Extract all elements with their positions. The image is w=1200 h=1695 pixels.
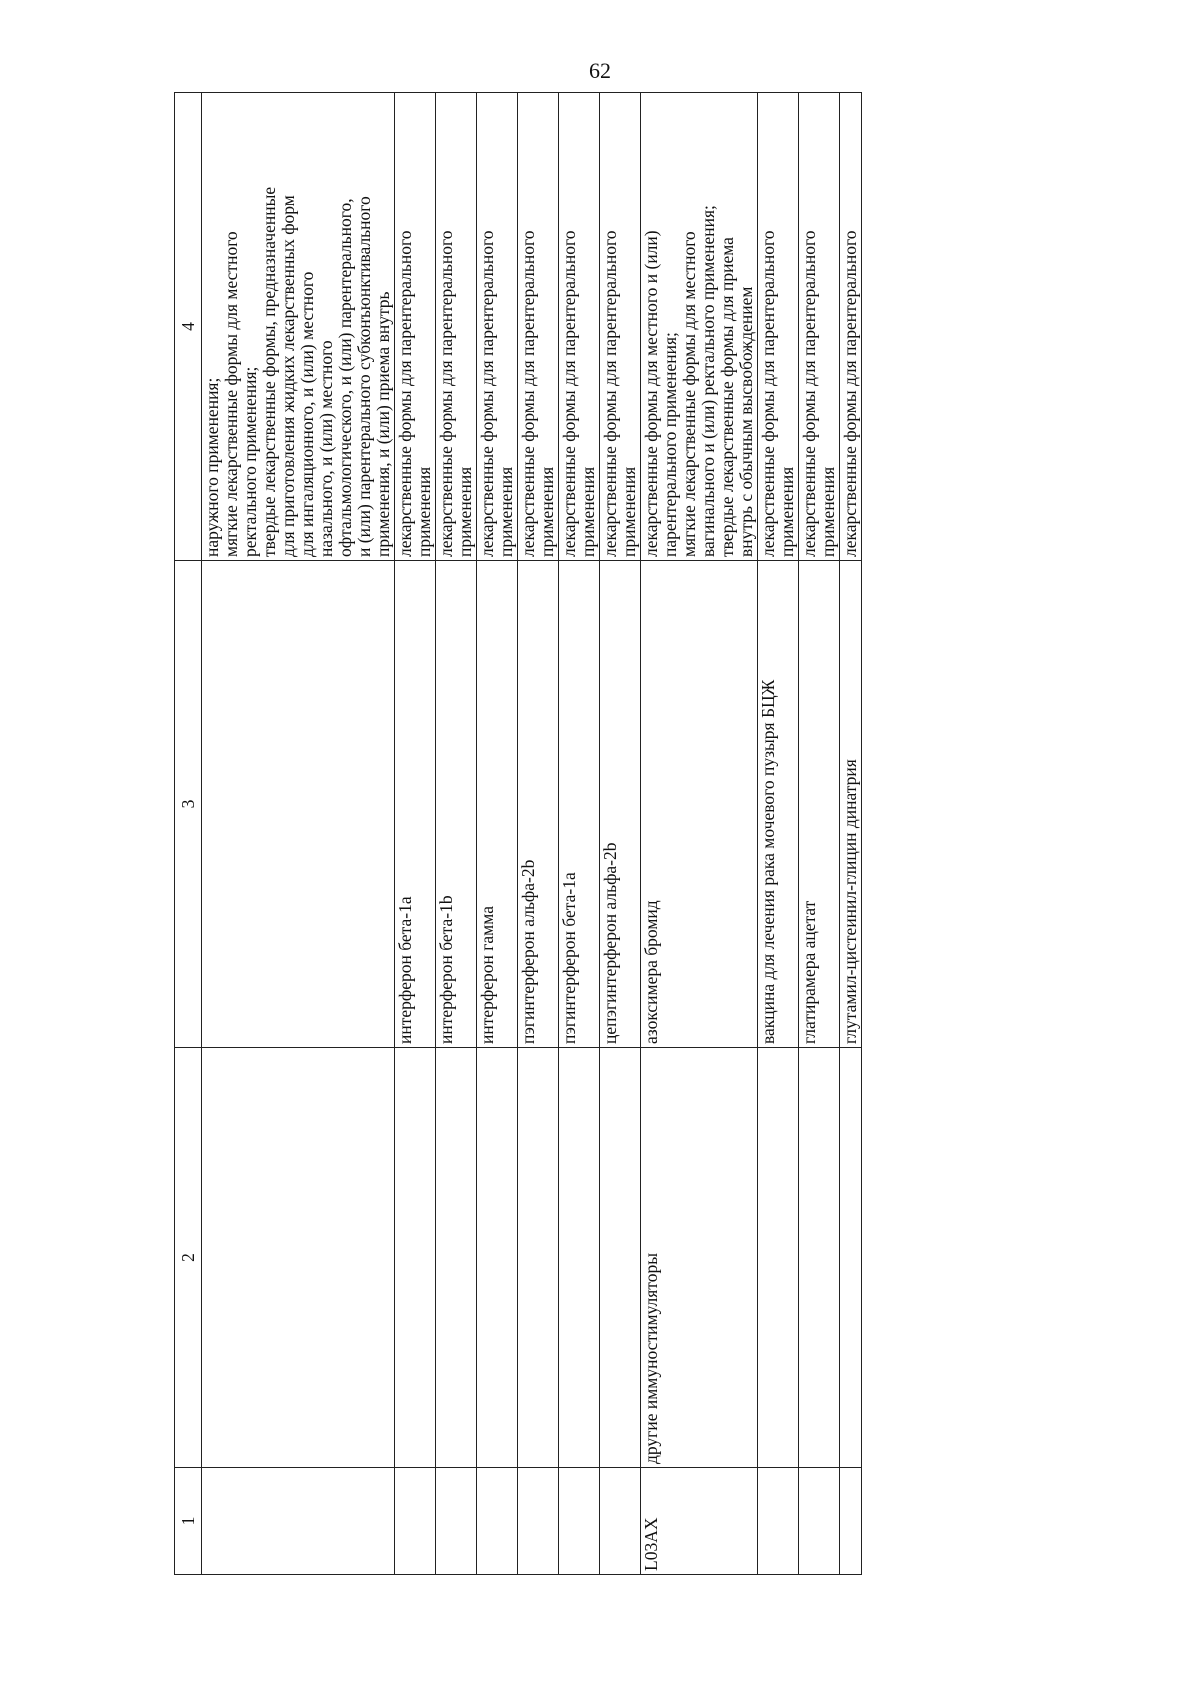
dosage-form-line: применения [619,466,639,557]
drug-name-cell: интерферон бета-1a [395,561,436,1048]
drug-name-cell: интерферон бета-1b [436,561,477,1048]
atc-code-cell [840,1468,862,1575]
dosage-form-line: применения [414,466,434,557]
dosage-form-line: применения [818,466,838,557]
dosage-forms-cell [641,93,758,561]
rotated-table [174,97,1200,1575]
dosage-form-line: применения, и (или) приема внутрь [373,291,393,557]
dosage-forms-cell [840,93,862,561]
header-col-1: 1 [175,1468,202,1575]
dosage-form-line: лекарственные формы для парентерального [395,230,415,557]
atc-code-cell [202,1468,395,1575]
dosage-form-line: вагинального и (или) ректального применения; [698,205,718,557]
drug-name-cell: пэгинтерферон альфа-2b [518,561,559,1048]
table-row [600,93,641,1575]
dosage-form-line: внутрь с обычным высвобождением [736,286,756,557]
drug-name-cell: глатирамера ацетат [799,561,840,1048]
dosage-forms-cell [395,93,436,561]
atc-code-cell [758,1468,799,1575]
drug-name-cell: азоксимера бромид [641,561,758,1048]
dosage-forms-cell [477,93,518,561]
dosage-form-line: мягкие лекарственные формы для местного [679,231,699,557]
dosage-form-line: мягкие лекарственные формы для местного [221,231,241,557]
table-body [202,93,862,1575]
atc-code-cell [436,1468,477,1575]
group-name-cell [202,1048,395,1468]
atc-code-cell [518,1468,559,1575]
drug-name-cell [202,561,395,1048]
dosage-form-line: парентерального применения; [660,332,680,557]
dosage-form-line: лекарственные формы для парентерального [559,230,579,557]
group-name-cell [799,1048,840,1468]
group-name-cell: другие иммуностимуляторы [641,1048,758,1468]
dosage-form-line: применения [537,466,557,557]
table-row [641,93,758,1575]
dosage-form-line: лекарственные формы для парентерального [840,230,860,557]
table-row [477,93,518,1575]
group-name-cell [436,1048,477,1468]
dosage-form-line: применения [455,466,475,557]
drug-table-container [174,97,1200,1575]
table-row [559,93,600,1575]
atc-code-cell [799,1468,840,1575]
drug-name-cell: пэгинтерферон бета-1a [559,561,600,1048]
dosage-forms-cell [799,93,840,561]
dosage-form-line: лекарственные формы для парентерального [518,230,538,557]
table-row [840,93,862,1575]
drug-name-cell: цепэгинтерферон альфа-2b [600,561,641,1048]
dosage-form-line: и (или) парентерального субконъюнктивального [354,196,374,557]
group-name-cell [395,1048,436,1468]
dosage-forms-cell [436,93,477,561]
atc-code-cell: L03AX [641,1468,758,1575]
dosage-forms-cell [202,93,395,561]
dosage-form-line: лекарственные формы для парентерального [799,230,819,557]
table-row [758,93,799,1575]
dosage-form-line: ректального применения; [240,366,260,557]
dosage-form-line: применения [578,466,598,557]
dosage-form-line: лекарственные формы для местного и (или) [641,230,661,557]
dosage-form-line: для приготовления жидких лекарственных форм [278,195,298,557]
dosage-forms-cell [600,93,641,561]
dosage-forms-cell [758,93,799,561]
header-col-4: 4 [175,93,202,561]
dosage-form-line: лекарственные формы для парентерального [758,230,778,557]
drug-table [174,92,862,1575]
dosage-form-line: офтальмологического, и (или) парентерального, [335,198,355,557]
atc-code-cell [559,1468,600,1575]
atc-code-cell [600,1468,641,1575]
dosage-form-line: назального, и (или) местного [316,340,336,557]
dosage-form-line: лекарственные формы для парентерального [600,230,620,557]
dosage-form-line: наружного применения; [202,377,222,557]
dosage-form-line: твердые лекарственные формы, предназначенные [259,186,279,557]
dosage-form-line: лекарственные формы для парентерального [477,230,497,557]
group-name-cell [758,1048,799,1468]
group-name-cell [600,1048,641,1468]
table-row [518,93,559,1575]
dosage-form-line: применения [496,466,516,557]
drug-name-cell: вакцина для лечения рака мочевого пузыря БЦЖ [758,561,799,1048]
table-row [436,93,477,1575]
header-col-3: 3 [175,561,202,1048]
atc-code-cell [395,1468,436,1575]
dosage-form-line: для ингаляционного, и (или) местного [297,271,317,557]
dosage-form-line: лекарственные формы для парентерального [436,230,456,557]
table-row [799,93,840,1575]
table-row [202,93,395,1575]
dosage-form-line: твердые лекарственные формы для приема [717,237,737,557]
group-name-cell [559,1048,600,1468]
table-row [395,93,436,1575]
page-number: 62 [589,58,611,83]
group-name-cell [518,1048,559,1468]
atc-code-cell [477,1468,518,1575]
dosage-form-line: применения [777,466,797,557]
header-row [175,93,202,1575]
drug-name-cell: глутамил-цистеинил-глицин динатрия [840,561,862,1048]
drug-name-cell: интерферон гамма [477,561,518,1048]
header-col-2: 2 [175,1048,202,1468]
group-name-cell [477,1048,518,1468]
dosage-forms-cell [518,93,559,561]
dosage-forms-cell [559,93,600,561]
group-name-cell [840,1048,862,1468]
